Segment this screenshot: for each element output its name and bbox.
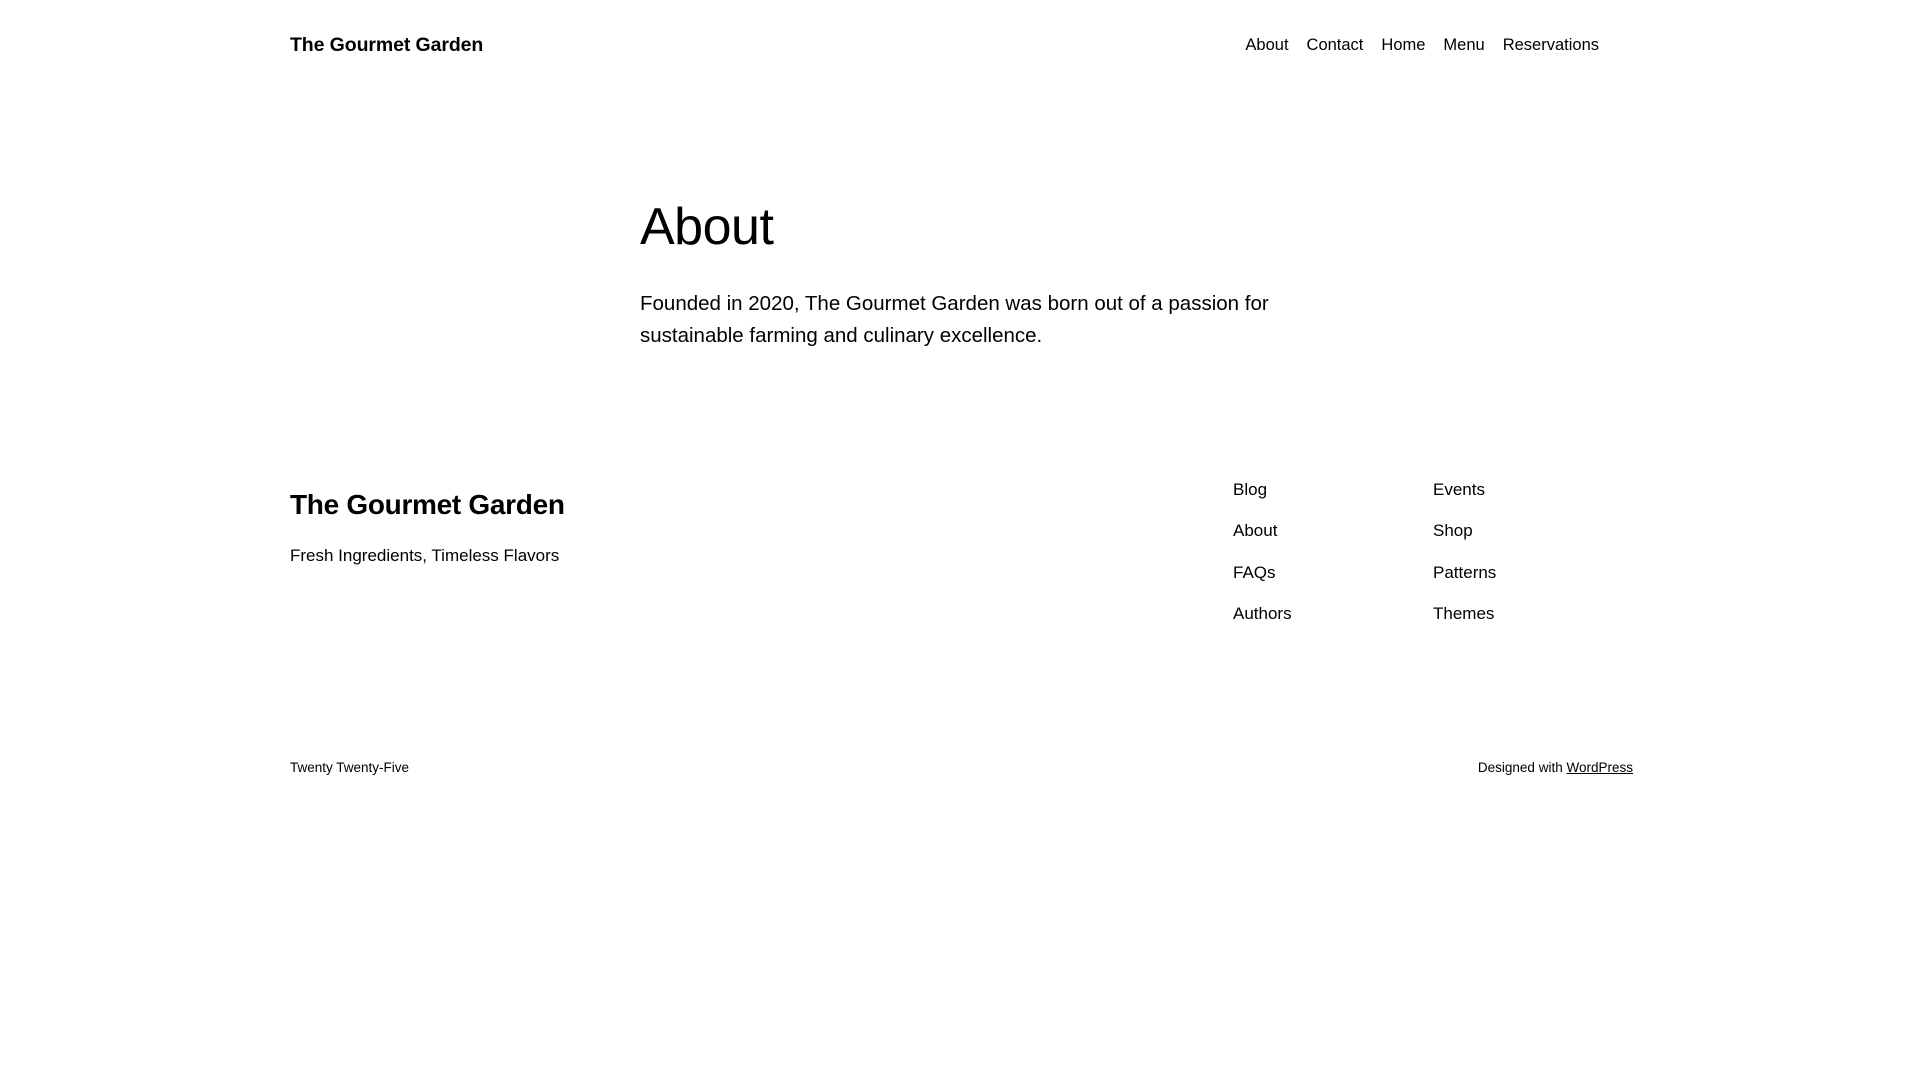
footer-link-themes[interactable]: Themes [1433, 604, 1495, 624]
footer-link-shop[interactable]: Shop [1433, 521, 1473, 541]
footer-nav-column-2 [1433, 480, 1633, 625]
wordpress-link[interactable]: WordPress [1566, 759, 1633, 775]
page-title: About [640, 198, 774, 256]
footer-navigation [1233, 480, 1848, 625]
footer-link-authors[interactable]: Authors [1233, 604, 1292, 624]
primary-navigation [1245, 35, 1848, 56]
nav-item-home[interactable]: Home [1381, 36, 1426, 55]
footer-nav-column-1 [1233, 480, 1433, 625]
footer-link-patterns[interactable]: Patterns [1433, 562, 1497, 582]
nav-item-menu[interactable]: Menu [1443, 36, 1485, 55]
footer-top [290, 480, 1848, 625]
main-content [0, 68, 1920, 353]
nav-item-about[interactable]: About [1245, 36, 1289, 55]
footer-tagline: Fresh Ingredients, Timeless Flavors [290, 545, 560, 565]
site-footer [0, 480, 1920, 776]
footer-site-title[interactable]: The Gourmet Garden [290, 489, 565, 520]
nav-item-contact[interactable]: Contact [1306, 36, 1364, 55]
footer-link-blog[interactable]: Blog [1233, 480, 1268, 499]
footer-link-about[interactable]: About [1233, 521, 1278, 541]
footer-bottom [290, 759, 1848, 777]
theme-credit: Twenty Twenty-Five [290, 759, 410, 775]
nav-item-reservations[interactable]: Reservations [1502, 36, 1599, 55]
footer-link-events[interactable]: Events [1433, 480, 1485, 499]
footer-link-faqs[interactable]: FAQs [1233, 562, 1276, 582]
site-title[interactable]: The Gourmet Garden [290, 34, 484, 57]
designed-with-credit [1478, 759, 1633, 777]
designed-with-text: Designed with [1477, 759, 1567, 775]
page-paragraph: Founded in 2020, The Gourmet Garden was born out of a passion for sustainable farming and culinary excellence. [640, 291, 1269, 348]
site-header [0, 0, 1920, 68]
footer-brand [290, 480, 565, 567]
